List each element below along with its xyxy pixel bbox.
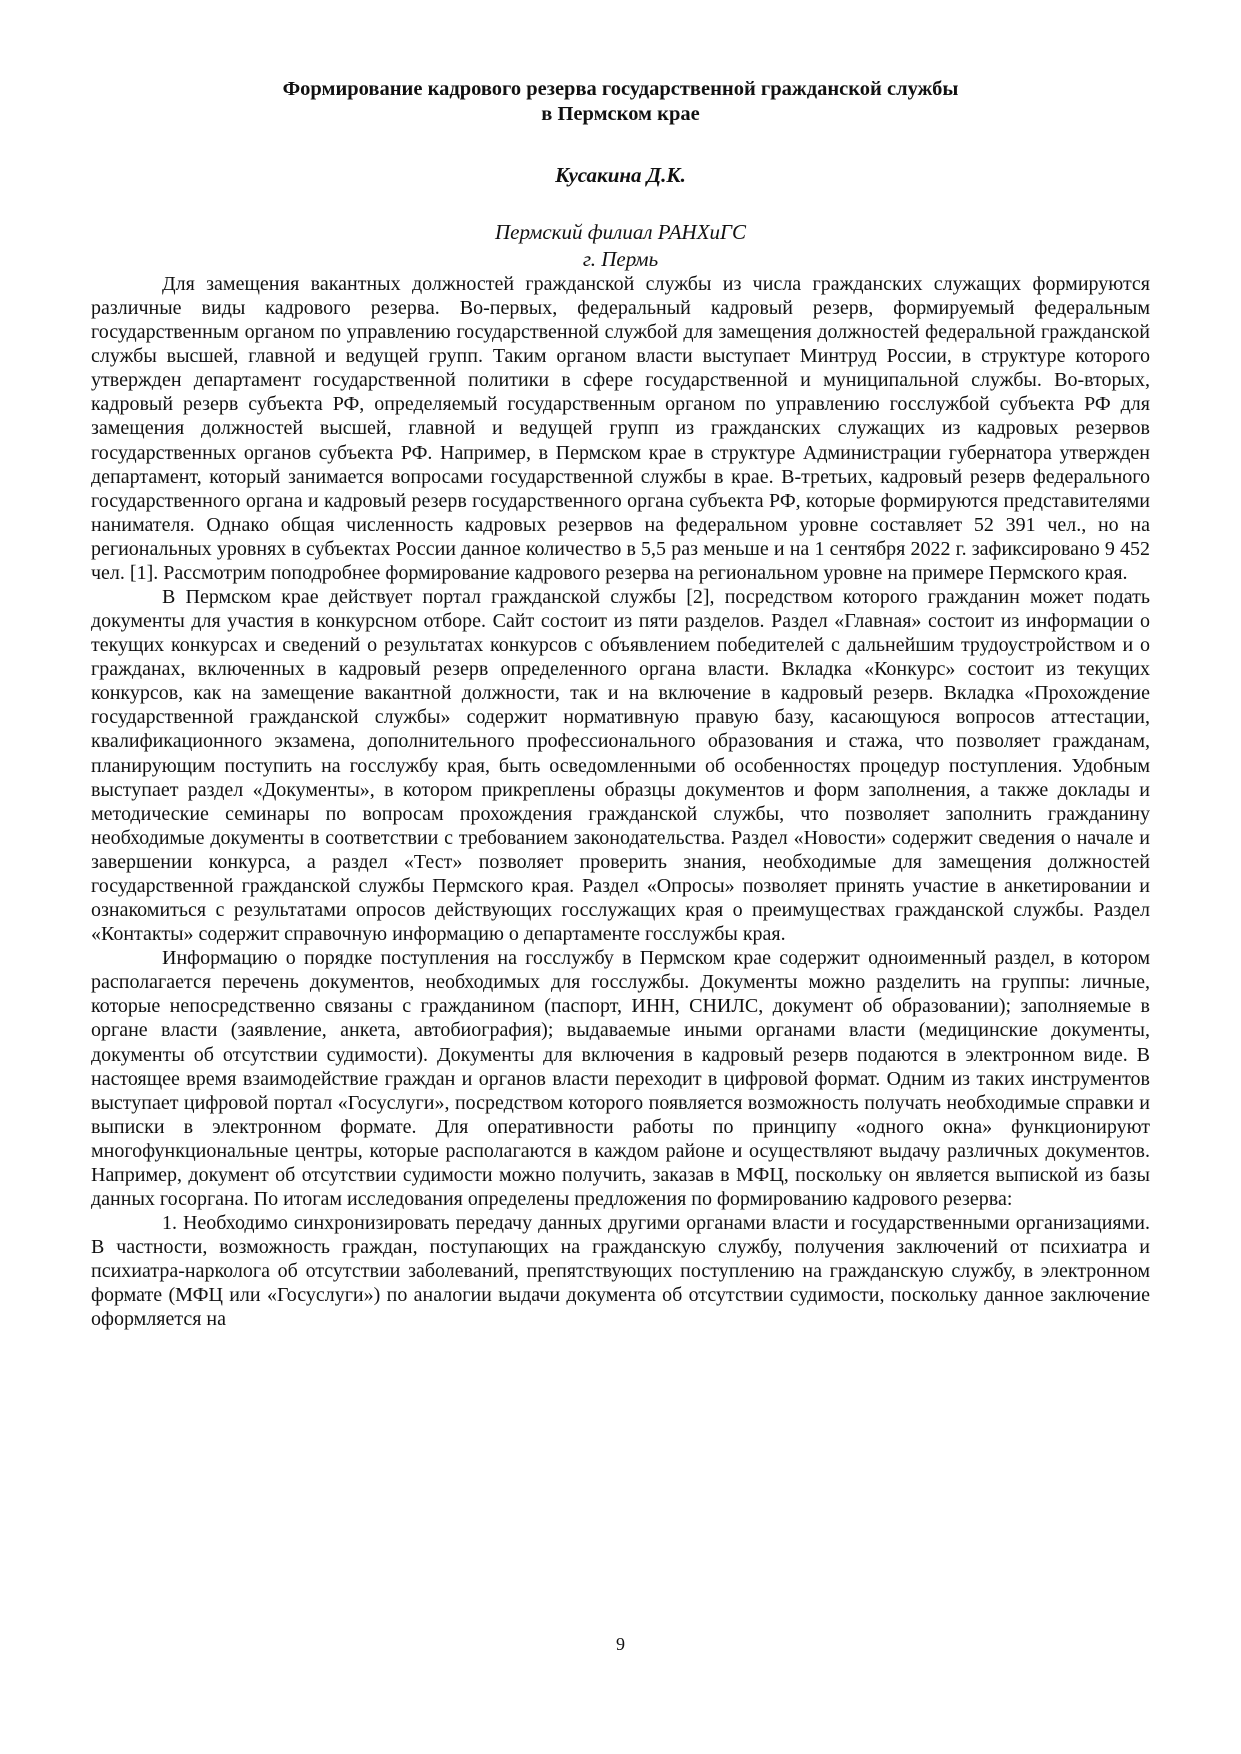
page-number: 9 — [616, 1634, 625, 1654]
city: г. Пермь — [582, 247, 659, 271]
affiliation: Пермский филиал РАНХиГС — [495, 220, 746, 244]
paragraph-3: Информацию о порядке поступления на госслужбу в Пермском крае содержит одноименный раздел, в котором располагается перечень документов, необходимых для госслужбы. Документы можно разделить на группы: личные, которые непосредственно связаны с гражданином (паспорт, ИНН, СНИЛС, документ об образовании); заполняемые в органе власти (заявление, анкета, автобиография); выдаваемые иными органами власти (медицинские документы, документы об отсутствии судимости). Документы для включения в кадровый резерв подаются в электронном виде. В настоящее время взаимодействие граждан и органов власти переходит в цифровой формат. Одним из таких инструментов выступает цифровой портал «Госуслуги», посредством которого появляется возможность получать необходимые справки и выписки в электронном формате. Для оперативности работы по принципу «одного окна» функционируют многофункциональные центры, которые располагаются в каждом районе и осуществляют выдачу различных документов. Например, документ об отсутствии судимости можно получить, заказав в МФЦ, поскольку он является выпиской из базы данных госоргана. По итогам исследования определены предложения по формированию кадрового резерва: — [91, 947, 1150, 1210]
paragraph-1: Для замещения вакантных должностей гражданской службы из числа гражданских служащих формируются различные виды кадрового резерва. Во-первых, федеральный кадровый резерв, формируемый федеральным государственным органом по управлению государственной службой для замещения должностей федеральной гражданской службы высшей, главной и ведущей групп. Таким органом власти выступает Минтруд России, в структуре которого утвержден департамент государственной политики в сфере государственной и муниципальной службы. Во-вторых, кадровый резерв субъекта РФ, определяемый государственным органом по управлению госслужбой субъекта РФ для замещения должностей высшей, главной и ведущей групп из гражданских служащих из кадровых резервов государственных органов субъекта РФ. Например, в Пермском крае в структуре Администрации губернатора утвержден департамент, который занимается вопросами государственной службы в крае. В-третьих, кадровый резерв федерального государственного органа и кадровый резерв государственного органа субъекта РФ, которые формируются представителями нанимателя. Однако общая численность кадровых резервов на федеральном уровне составляет 52 391 чел., но на региональных уровнях в субъектах России данное количество в 5,5 раз меньше и на 1 сентября 2022 г. зафиксировано 9 452 чел. [1]. Рассмотрим поподробнее формирование кадрового резерва на региональном уровне на примере Пермского края. — [91, 273, 1150, 584]
affiliation-block — [120, 219, 1121, 273]
paper-title — [120, 77, 1121, 127]
author-name: Кусакина Д.К. — [555, 163, 686, 187]
paragraph-2: В Пермском крае действует портал гражданской службы [2], посредством которого гражданин может подать документы для участия в конкурсном отборе. Сайт состоит из пяти разделов. Раздел «Главная» состоит из информации о текущих конкурсах и сведений о результатах конкурсов с объявлением победителей с дальнейшим трудоустройством и о гражданах, включенных в кадровый резерв определенного органа власти. Вкладка «Конкурс» состоит из текущих конкурсов, как на замещение вакантной должности, так и на включение в кадровый резерв. Вкладка «Прохождение государственной гражданской службы» содержит нормативную правую базу, касающуюся вопросов аттестации, квалификационного экзамена, дополнительного профессионального образования и стажа, что позволяет гражданам, планирующим поступить на госслужбу края, быть осведомленными об особенностях процедур поступления. Удобным выступает раздел «Документы», в котором прикреплены образцы документов и форм заполнения, а также доклады и методические семинары по вопросам прохождения гражданской службы, что позволяет заполнить гражданину необходимые документы в соответствии с требованием законодательства. Раздел «Новости» содержит сведения о начале и завершении конкурса, а раздел «Тест» позволяет проверить знания, необходимые для замещения должностей государственной гражданской службы Пермского края. Раздел «Опросы» позволяет принять участие в анкетировании и ознакомиться с результатами опросов действующих госслужащих края о преимуществах гражданской службы. Раздел «Контакты» содержит справочную информацию о департаменте госслужбы края. — [91, 586, 1150, 946]
body-text — [91, 272, 1150, 1331]
paragraph-4: 1. Необходимо синхронизировать передачу данных другими органами власти и государственными организациями. В частности, возможность граждан, поступающих на гражданскую службу, получения заключений от психиатра и психиатра-нарколога об отсутствии заболеваний, препятствующих поступлению на гражданскую службу, в электронном формате (МФЦ или «Госуслуги») по аналогии выдачи документа об отсутствии судимости, поскольку данное заключение оформляется на — [91, 1212, 1150, 1331]
title-line-1: Формирование кадрового резерва государственной гражданской службы — [282, 78, 959, 100]
title-line-2: в Пермском крае — [541, 103, 700, 125]
